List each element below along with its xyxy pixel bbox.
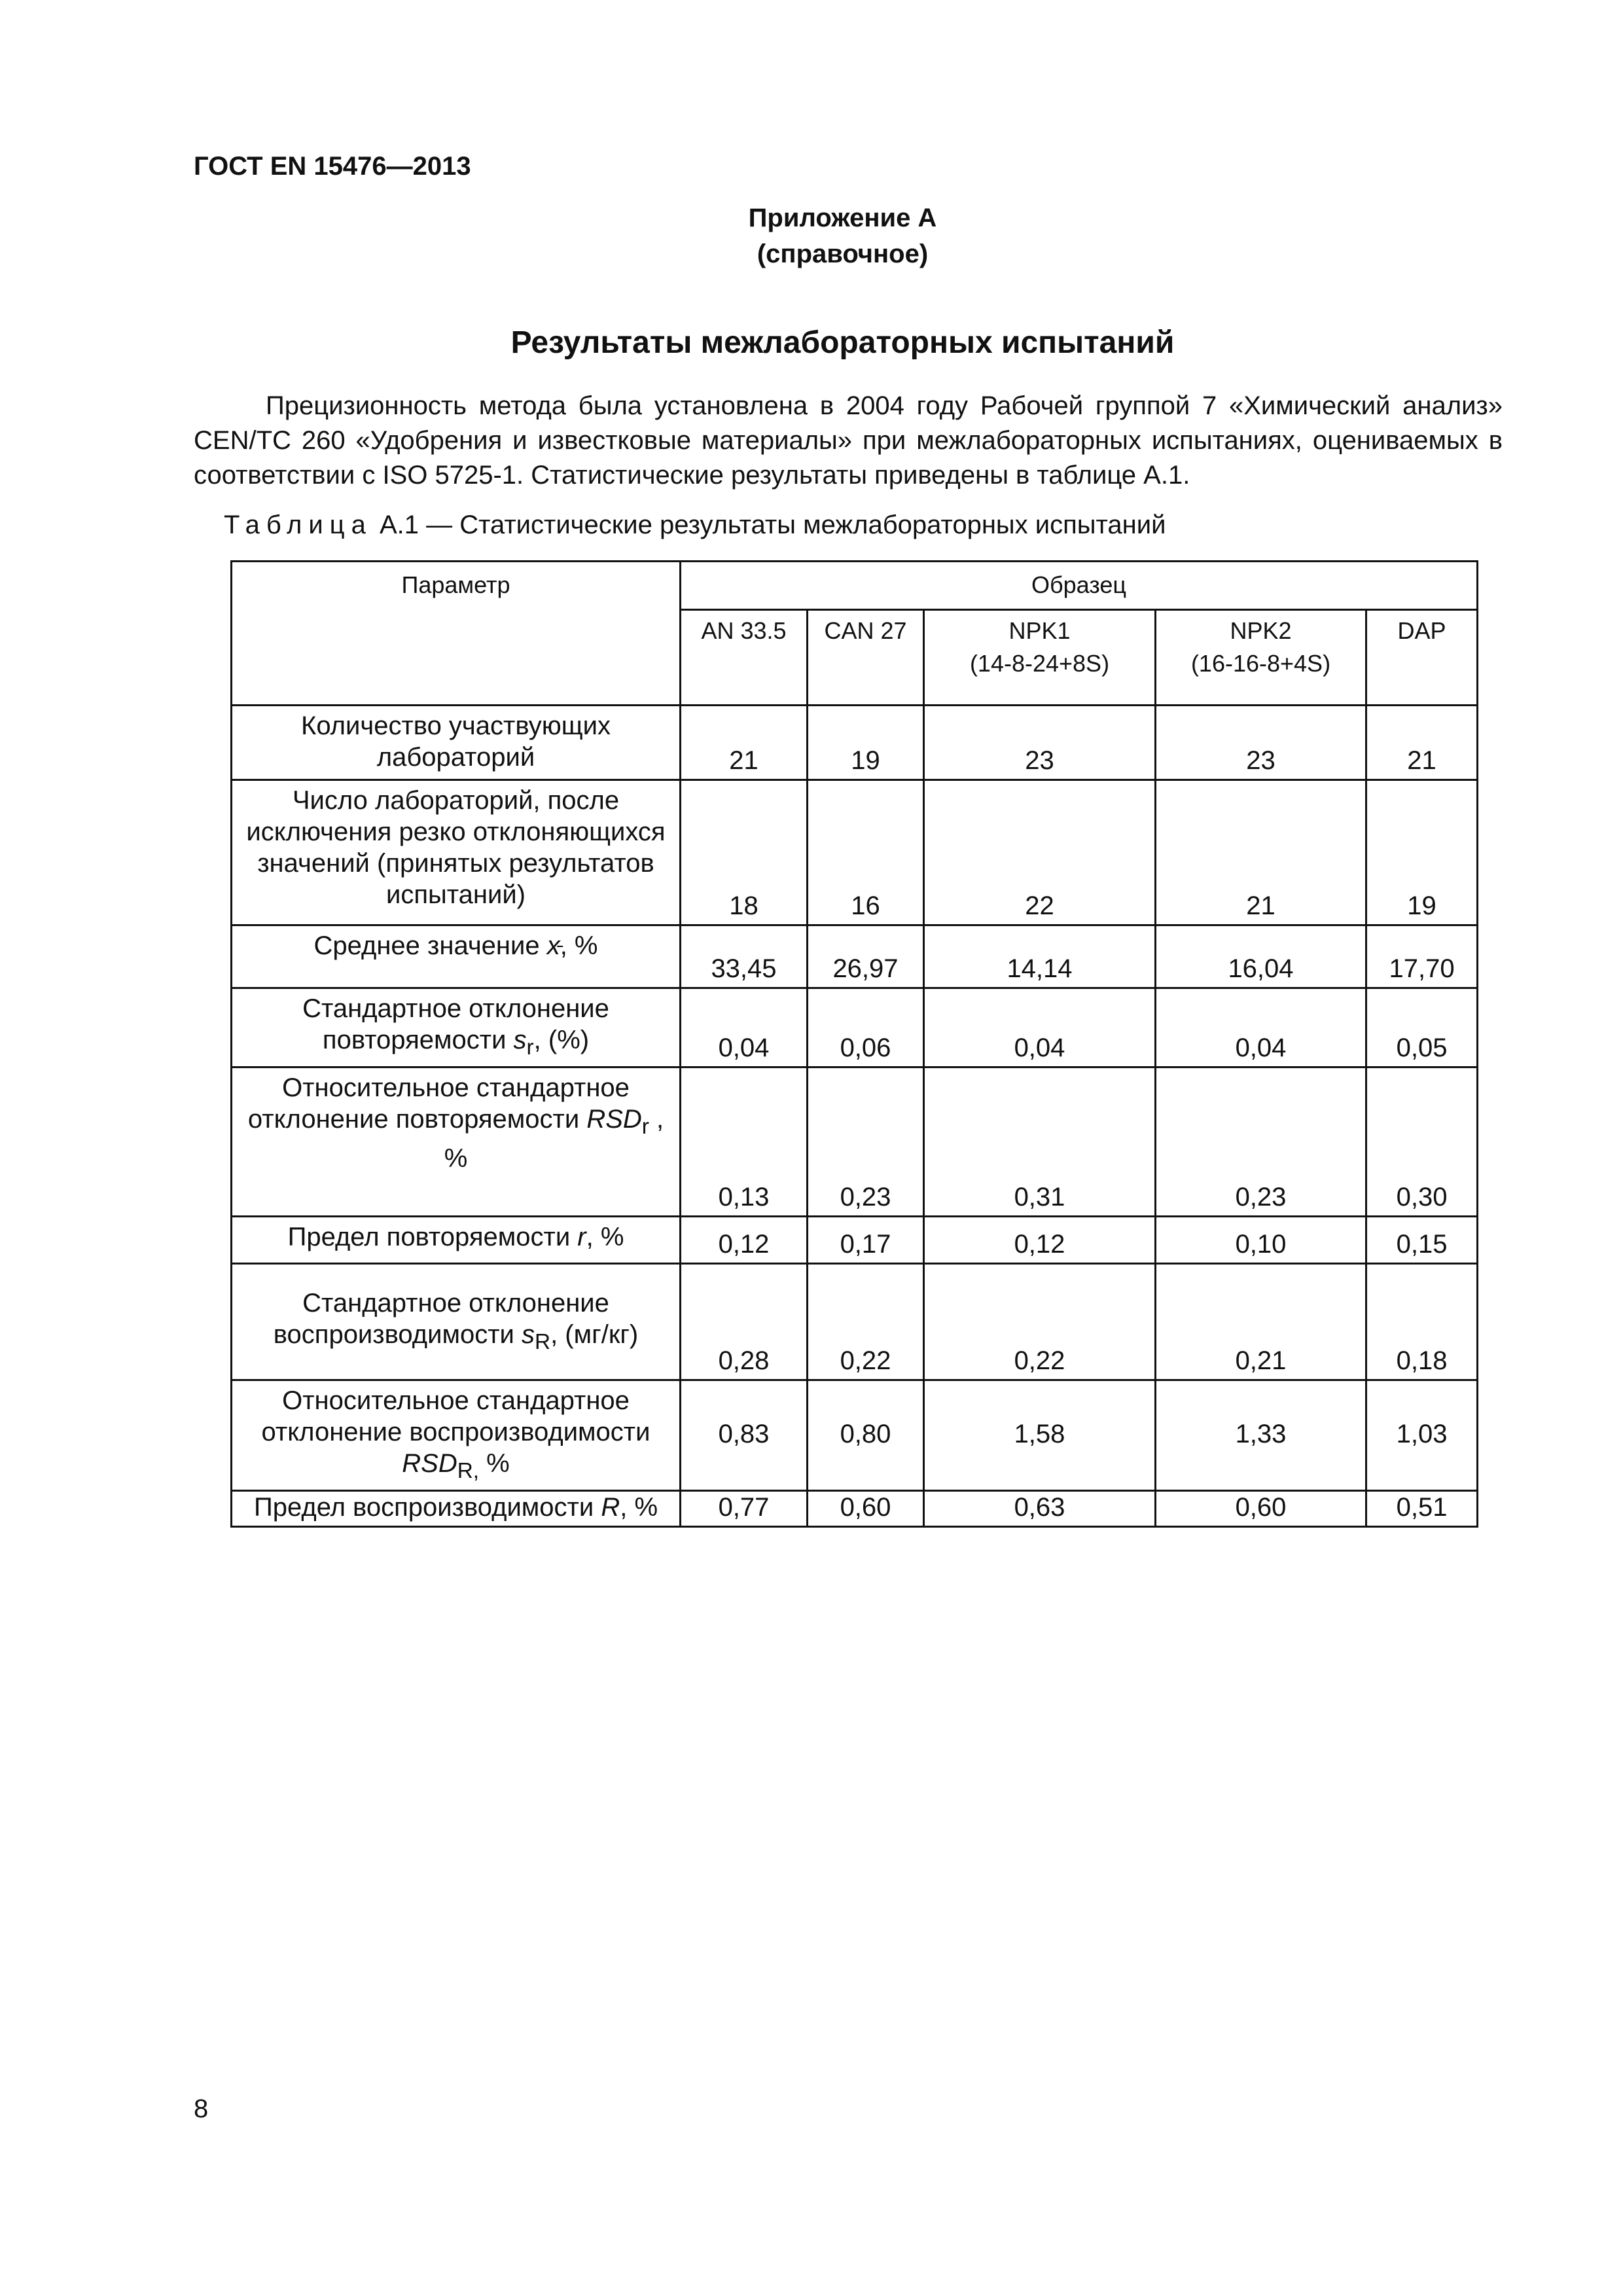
- table-row: [232, 1067, 1478, 1217]
- value-cell: 1,58: [924, 1380, 1156, 1491]
- param-cell: [232, 1217, 681, 1264]
- value-cell: 0,22: [924, 1264, 1156, 1380]
- param-text: Относительное стандартное отклонение повторяемости: [247, 1073, 630, 1134]
- table-caption-text: А.1 — Статистические результаты межлабораторных испытаний: [372, 511, 1166, 539]
- value-cell: 0,63: [924, 1491, 1156, 1527]
- param-cell: Количество участвующих лабораторий: [232, 706, 681, 780]
- value-cell: 0,06: [808, 988, 924, 1067]
- column-name: CAN 27: [824, 617, 907, 644]
- value-cell: 16: [808, 780, 924, 925]
- param-cell: [232, 1067, 681, 1217]
- column-header: [924, 610, 1156, 706]
- value-cell: 0,15: [1366, 1217, 1478, 1264]
- value-cell: 0,05: [1366, 988, 1478, 1067]
- param-cell: [232, 1264, 681, 1380]
- value-cell: 19: [1366, 780, 1478, 925]
- param-subscript: r: [641, 1115, 649, 1139]
- param-variable: RSD: [402, 1449, 457, 1478]
- value-cell: 0,12: [924, 1217, 1156, 1264]
- column-name: NPK2: [1230, 617, 1292, 644]
- statistics-table: [230, 560, 1478, 1528]
- param-variable: x: [546, 931, 560, 960]
- table-row: [232, 1264, 1478, 1380]
- param-text: Предел воспроизводимости: [253, 1493, 601, 1522]
- param-suffix: , %: [560, 931, 598, 960]
- param-variable: R: [601, 1493, 620, 1522]
- value-cell: 0,13: [681, 1067, 808, 1217]
- param-cell: [232, 1380, 681, 1491]
- table-caption: [224, 511, 1166, 540]
- table-row: [232, 780, 1478, 925]
- value-cell: 1,03: [1366, 1380, 1478, 1491]
- value-cell: 0,60: [808, 1491, 924, 1527]
- value-cell: 0,21: [1156, 1264, 1366, 1380]
- param-variable: RSD: [586, 1105, 642, 1134]
- value-cell: 33,45: [681, 925, 808, 988]
- table-caption-word: Таблица: [224, 511, 372, 539]
- param-text: Предел повторяемости: [287, 1223, 578, 1251]
- value-cell: 19: [808, 706, 924, 780]
- param-subscript: r: [526, 1035, 534, 1060]
- column-header: [808, 610, 924, 706]
- value-cell: 0,22: [808, 1264, 924, 1380]
- value-cell: 17,70: [1366, 925, 1478, 988]
- column-name: NPK1: [1008, 617, 1071, 644]
- value-cell: 26,97: [808, 925, 924, 988]
- column-formula: (14-8-24+8S): [969, 650, 1110, 677]
- appendix-type: (справочное): [757, 240, 929, 268]
- param-suffix: %: [479, 1449, 510, 1478]
- param-cell: [232, 988, 681, 1067]
- value-cell: 0,77: [681, 1491, 808, 1527]
- table-row: [232, 988, 1478, 1067]
- column-header: [681, 610, 808, 706]
- param-cell: [232, 1491, 681, 1527]
- page-number: 8: [194, 2094, 209, 2123]
- table-row: [232, 706, 1478, 780]
- param-text: Относительное стандартное отклонение воспроизводимости: [261, 1386, 651, 1446]
- value-cell: 0,51: [1366, 1491, 1478, 1527]
- table-row: [232, 1380, 1478, 1491]
- value-cell: 0,10: [1156, 1217, 1366, 1264]
- param-suffix: , %: [586, 1223, 624, 1251]
- param-suffix: , %: [444, 1105, 664, 1173]
- value-cell: 0,83: [681, 1380, 808, 1491]
- param-suffix: , (мг/кг): [550, 1319, 639, 1349]
- column-formula: (16-16-8+4S): [1190, 650, 1331, 677]
- value-cell: 0,04: [1156, 988, 1366, 1067]
- param-suffix: , (%): [533, 1026, 590, 1054]
- value-cell: 1,33: [1156, 1380, 1366, 1491]
- table-row: [232, 1217, 1478, 1264]
- table-header-row: [232, 562, 1478, 610]
- value-cell: 21: [1366, 706, 1478, 780]
- param-variable: s: [513, 1026, 527, 1054]
- param-header: Параметр: [401, 571, 510, 598]
- param-variable: r: [577, 1223, 586, 1251]
- value-cell: 23: [924, 706, 1156, 780]
- value-cell: 0,04: [681, 988, 808, 1067]
- value-cell: 0,60: [1156, 1491, 1366, 1527]
- document-code: ГОСТ EN 15476—2013: [194, 152, 471, 181]
- value-cell: 16,04: [1156, 925, 1366, 988]
- value-cell: 21: [1156, 780, 1366, 925]
- appendix-label: Приложение А: [748, 204, 937, 232]
- value-cell: 23: [1156, 706, 1366, 780]
- value-cell: 0,12: [681, 1217, 808, 1264]
- value-cell: 0,23: [808, 1067, 924, 1217]
- sample-header-cell: [681, 562, 1478, 610]
- param-header-cell: [232, 562, 681, 706]
- value-cell: 0,18: [1366, 1264, 1478, 1380]
- value-cell: 0,31: [924, 1067, 1156, 1217]
- value-cell: 0,30: [1366, 1067, 1478, 1217]
- param-cell: [232, 925, 681, 988]
- column-name: AN 33.5: [701, 617, 787, 644]
- page-title: Результаты межлабораторных испытаний: [510, 325, 1175, 360]
- value-cell: 0,23: [1156, 1067, 1366, 1217]
- table-row: [232, 925, 1478, 988]
- column-name: DAP: [1397, 617, 1446, 644]
- param-variable: s: [522, 1319, 535, 1349]
- sample-header: Образец: [1031, 571, 1127, 598]
- param-suffix: , %: [620, 1493, 658, 1522]
- value-cell: 0,17: [808, 1217, 924, 1264]
- param-text: Стандартное отклонение воспроизводимости: [273, 1288, 609, 1349]
- column-header: [1156, 610, 1366, 706]
- param-subscript: R,: [457, 1459, 480, 1483]
- value-cell: 18: [681, 780, 808, 925]
- value-cell: 0,28: [681, 1264, 808, 1380]
- param-text: Среднее значение: [313, 931, 547, 960]
- param-text: Стандартное отклонение повторяемости: [302, 994, 609, 1054]
- value-cell: 22: [924, 780, 1156, 925]
- table-row: [232, 1491, 1478, 1527]
- value-cell: 0,04: [924, 988, 1156, 1067]
- value-cell: 0,80: [808, 1380, 924, 1491]
- param-cell: Число лабораторий, после исключения резко отклоняющихся значений (принятых результатов испытаний): [232, 780, 681, 925]
- appendix-heading: [0, 200, 1623, 272]
- value-cell: 14,14: [924, 925, 1156, 988]
- column-header: [1366, 610, 1478, 706]
- value-cell: 21: [681, 706, 808, 780]
- param-subscript: R: [535, 1329, 551, 1354]
- intro-paragraph: Прецизионность метода была установлена в 2004 году Рабочей группой 7 «Химический анализ» CEN/TC 260 «Удобрения и известковые материалы» при межлабораторных испытаниях, оцениваемых в соответствии с ISO 5725-1. Статистические результаты приведены в таблице А.1.: [194, 391, 1503, 490]
